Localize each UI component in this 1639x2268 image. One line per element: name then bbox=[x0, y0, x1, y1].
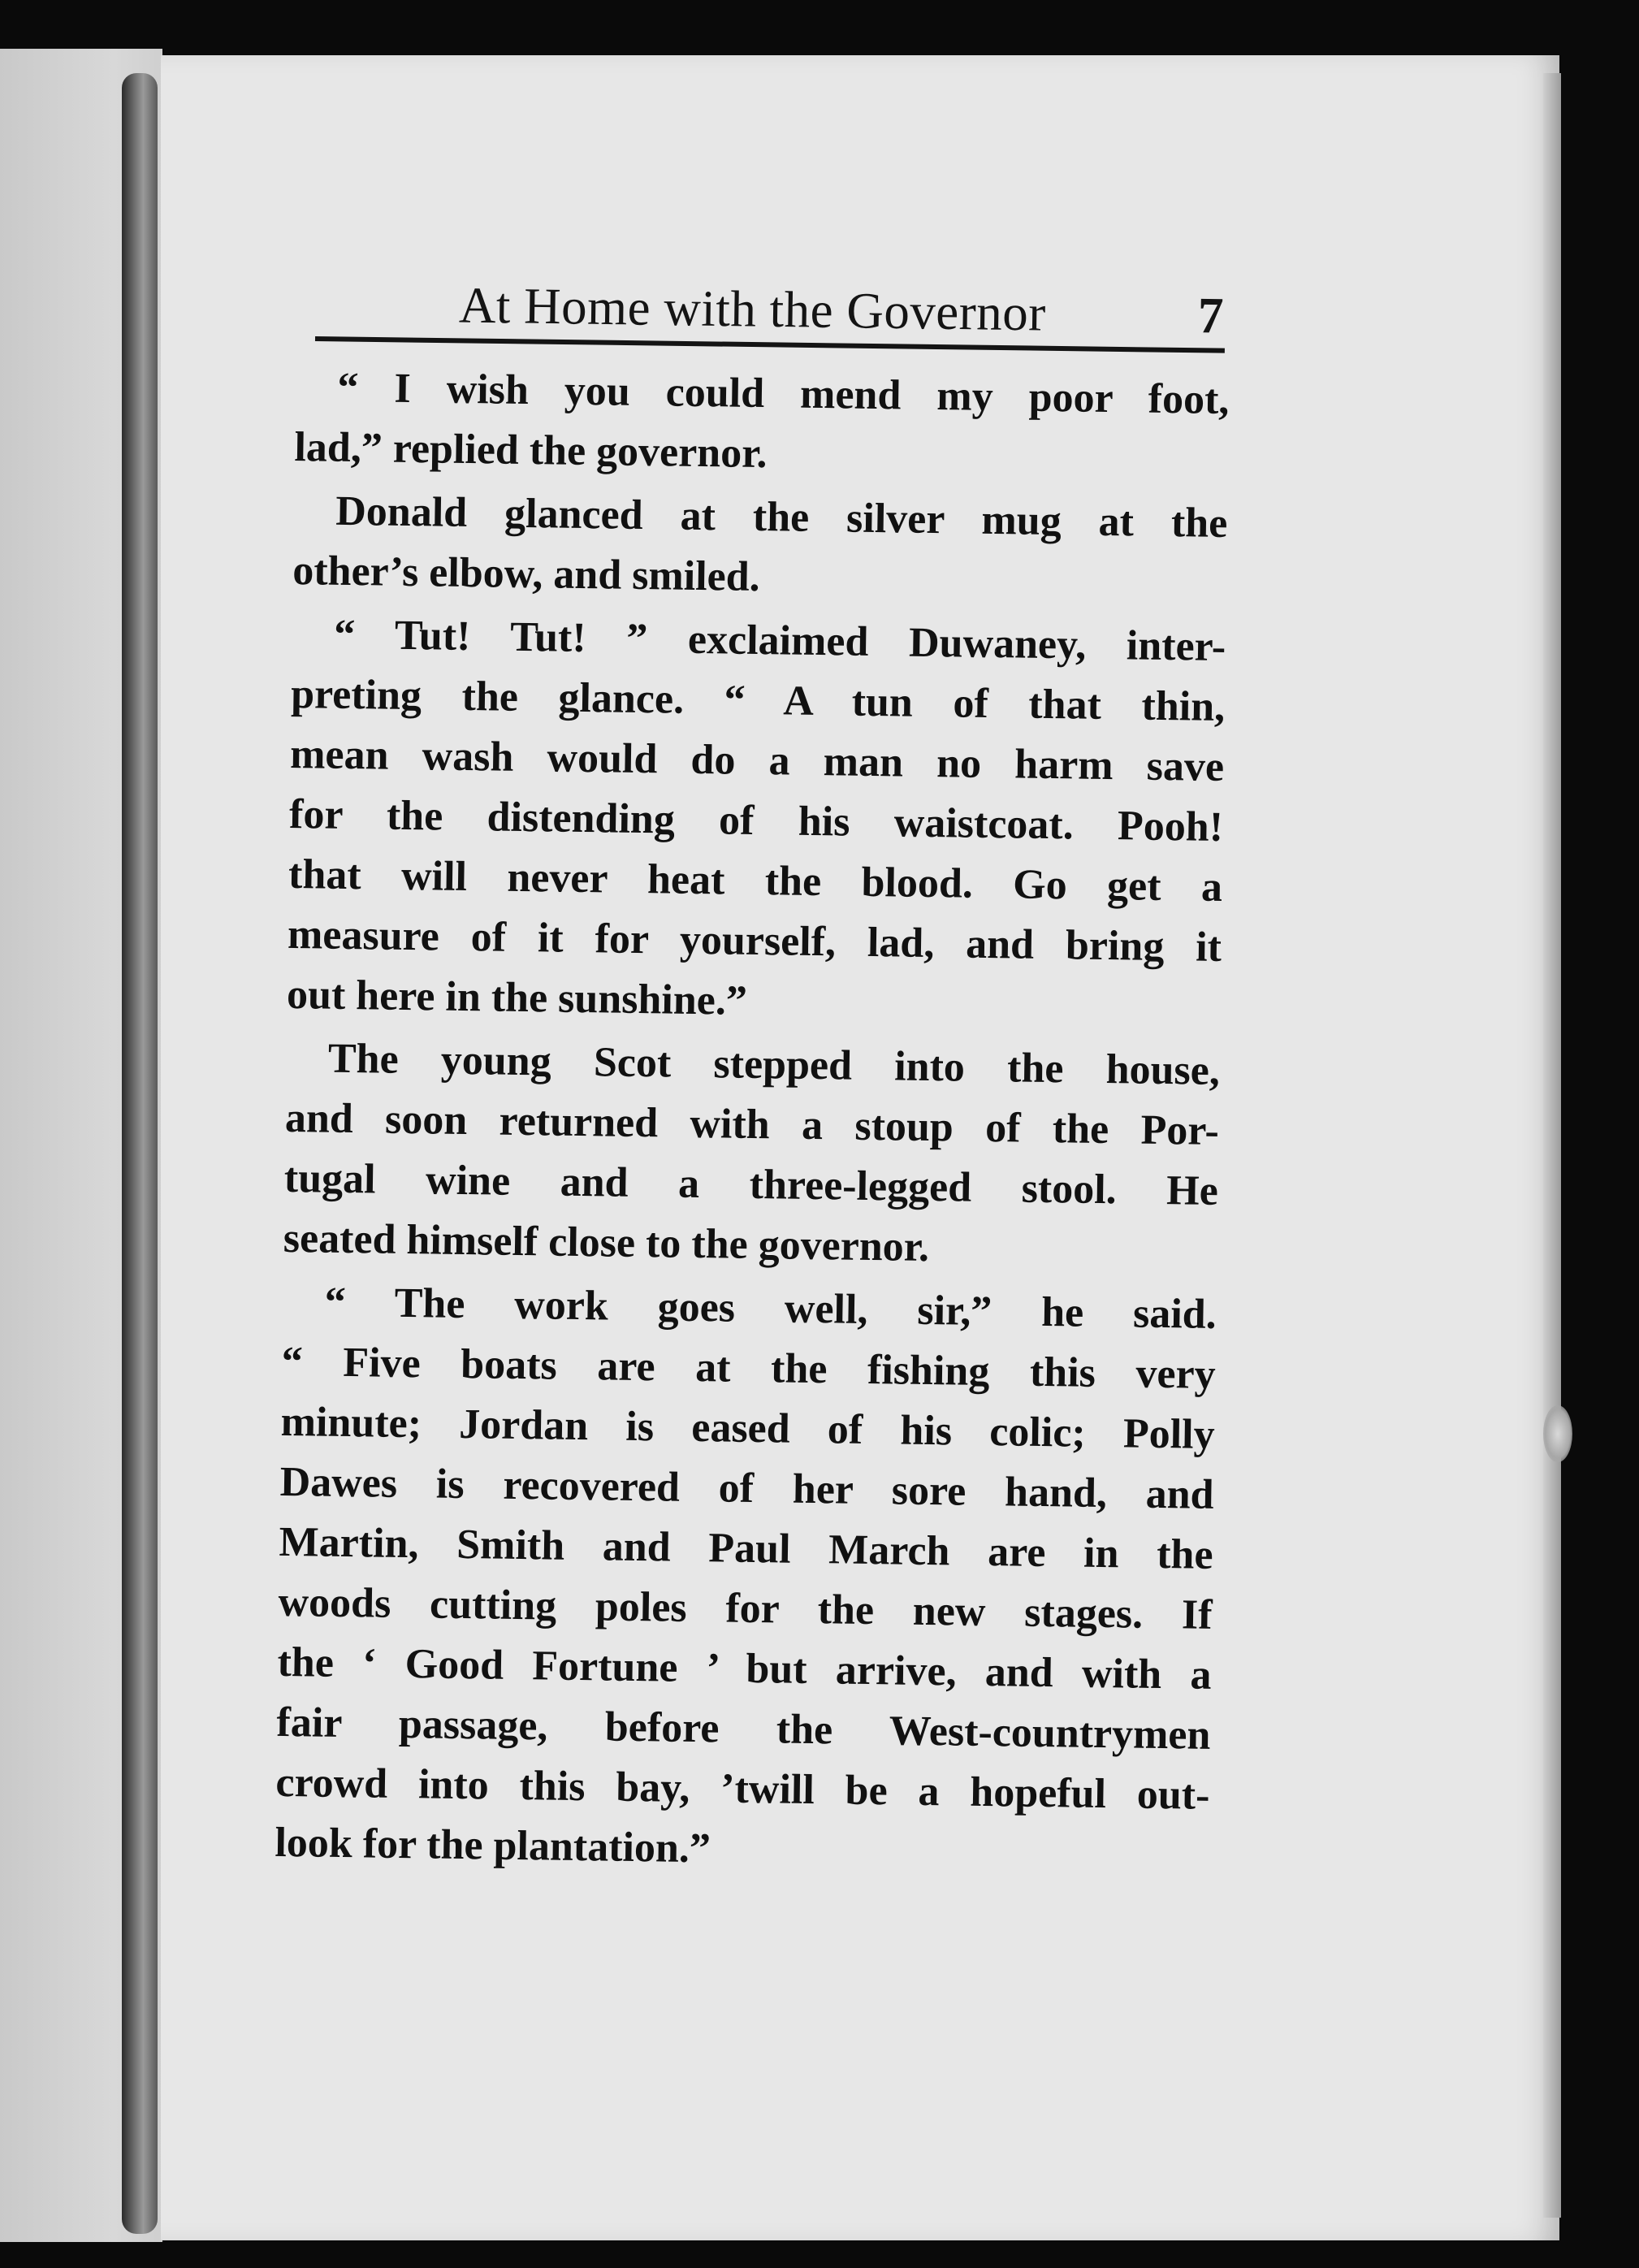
paragraph bbox=[292, 481, 1228, 614]
text-line: and soon returned with a stoup of the Por- bbox=[284, 1094, 1220, 1154]
text-line: crowd into this bay, ’twill be a hopeful out- bbox=[275, 1759, 1210, 1819]
text-line: mean wash would do a man no harm save bbox=[289, 730, 1225, 791]
text-line: seated himself close to the governor. bbox=[283, 1214, 930, 1270]
text-line: out here in the sunshine.” bbox=[286, 971, 748, 1024]
scan-smudge bbox=[1543, 1405, 1572, 1462]
text-line: “ Tut! Tut! ” exclaimed Duwaney, inter- bbox=[333, 611, 1226, 671]
paragraph bbox=[283, 1028, 1220, 1282]
page-number: 7 bbox=[1197, 287, 1225, 344]
running-head-title: At Home with the Governor bbox=[458, 276, 1047, 342]
text-line: measure of it for yourself, lad, and bring it bbox=[287, 911, 1222, 971]
text-line: minute; Jordan is eased of his colic; Polly bbox=[280, 1398, 1215, 1458]
text-line: Martin, Smith and Paul March are in the bbox=[279, 1518, 1213, 1578]
body-text bbox=[275, 357, 1230, 1886]
text-line: tugal wine and a three-legged stool. He bbox=[283, 1154, 1219, 1214]
text-line: that will never heat the blood. Go get a bbox=[288, 850, 1223, 911]
text-line: “ The work goes well, sir,” he said. bbox=[324, 1279, 1217, 1338]
text-line: lad,” replied the governor. bbox=[294, 423, 768, 478]
text-line: woods cutting poles for the new stages. If bbox=[278, 1578, 1213, 1638]
page-edge-shadow bbox=[1543, 73, 1561, 2218]
text-line: the ‘ Good Fortune ’ but arrive, and with a bbox=[277, 1638, 1212, 1699]
paragraph bbox=[294, 357, 1230, 491]
text-line: The young Scot stepped into the house, bbox=[327, 1035, 1221, 1094]
text-line: “ I wish you could mend my poor foot, bbox=[337, 364, 1230, 424]
book-gutter bbox=[122, 73, 158, 2234]
text-line: other’s elbow, and smiled. bbox=[292, 547, 761, 601]
text-line: “ Five boats are at the fishing this very bbox=[281, 1338, 1217, 1398]
text-line: for the distending of his waistcoat. Pooh! bbox=[288, 790, 1224, 850]
paragraph bbox=[275, 1272, 1217, 1886]
text-line: preting the glance. “ A tun of that thin, bbox=[290, 670, 1226, 731]
paragraph bbox=[287, 604, 1226, 1038]
text-line: look for the plantation.” bbox=[275, 1819, 711, 1872]
text-line: Donald glanced at the silver mug at the bbox=[335, 487, 1228, 548]
text-line: fair passage, before the West-countrymen bbox=[276, 1699, 1211, 1759]
text-line: Dawes is recovered of her sore hand, and bbox=[279, 1458, 1214, 1518]
